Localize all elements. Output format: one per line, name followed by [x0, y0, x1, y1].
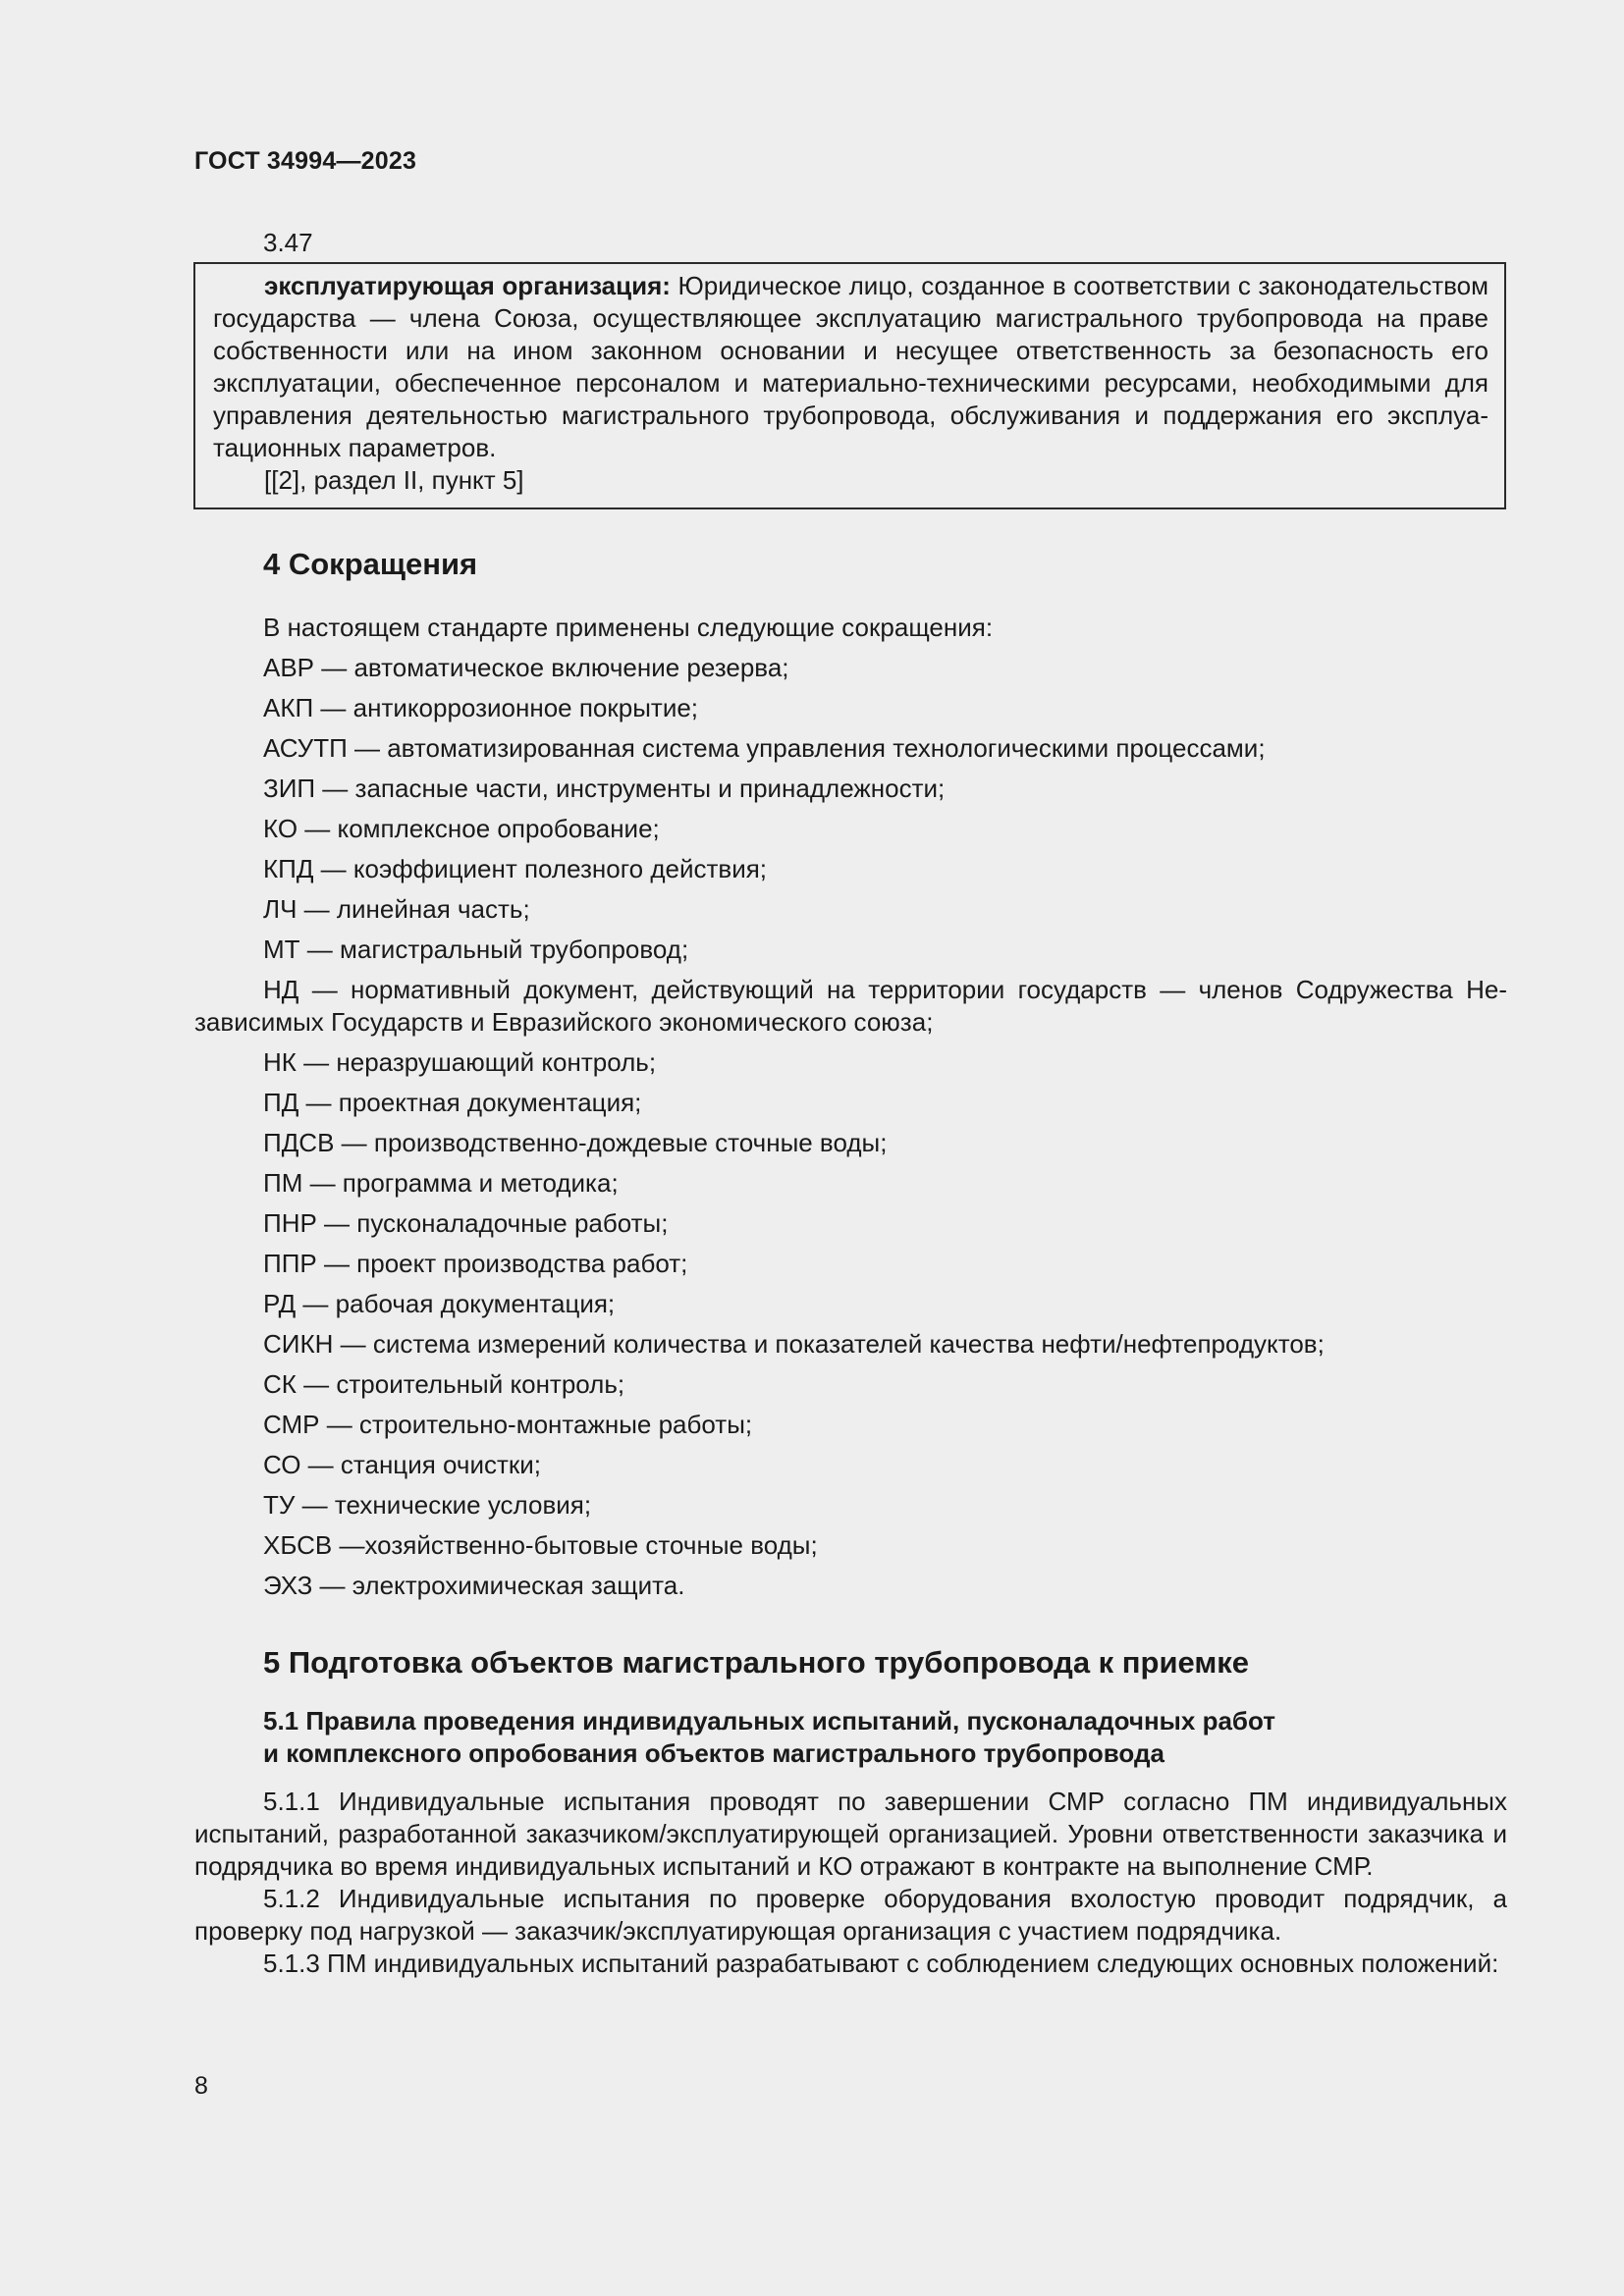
abbreviation-intro: В настоящем стандарте применены следующие сокращения:: [263, 613, 994, 642]
abbreviation-item: АКП — антикоррозионное покрытие;: [263, 693, 699, 722]
section-5-title: 5 Подготовка объектов магистрального трубопровода к приемке: [263, 1645, 1250, 1680]
abbreviation-list: [194, 608, 1507, 1606]
subsection-title-line: 5.1 Правила проведения индивидуальных испытаний, пусконаладочных работ: [263, 1706, 1275, 1735]
abbreviation-item: ЛЧ — линейная часть;: [263, 894, 530, 924]
term-definition: Юридическое лицо, созданное в соответствии с законодательством государства — члена Союза, осуществляющее эксплуатацию магистрального трубопровода на праве собственности или на ином законном основании и несущее ответственность за безопасность его эксплуатации, обеспеченное персоналом и материально-техническими ресурсами, необходимыми для управления деятельностью магистрального трубопровода, обслуживания и поддержания его эксплуатационных параметров.: [213, 271, 1489, 462]
abbreviation-item: ТУ — технические условия;: [263, 1490, 592, 1520]
abbreviation-item: АСУТП — автоматизированная система управления технологическими процессами;: [263, 733, 1266, 763]
section-4-title: 4 Сокращения: [263, 547, 478, 581]
definition-paragraph: [213, 270, 1489, 464]
abbreviation-item: РД — рабочая документация;: [263, 1289, 616, 1318]
subsection-title-line: и комплексного опробования объектов магистрального трубопровода: [263, 1738, 1164, 1768]
abbreviation-item: ПД — проектная документация;: [263, 1088, 642, 1117]
abbreviation-item: ПМ — программа и методика;: [263, 1168, 619, 1198]
abbreviation-item: ПНР — пусконаладочные работы;: [263, 1208, 669, 1238]
abbreviation-item: КПД — коэффициент полезного действия;: [263, 854, 768, 883]
abbreviation-item: АВР — автоматическое включение резерва;: [263, 653, 789, 682]
abbreviation-item: ППР — проект производства работ;: [263, 1249, 688, 1278]
document-header: ГОСТ 34994—2023: [194, 147, 417, 175]
abbreviation-item: СИКН — система измерений количества и показателей качества нефти/нефтепродуктов;: [263, 1329, 1325, 1359]
section-5-body: [194, 1786, 1507, 1980]
term-name: эксплуатирующая организация:: [264, 271, 671, 300]
abbreviation-item: СО — станция очистки;: [263, 1450, 542, 1479]
abbreviation-item: ЗИП — запасные части, инструменты и принадлежности;: [263, 774, 946, 803]
paragraph-5-1-2: 5.1.2 Индивидуальные испытания по проверке оборудования вхолостую проводит подрядчик, а проверку под нагрузкой — заказчик/эксплуатирующая организация с участием подрядчика.: [194, 1884, 1507, 1946]
abbreviation-item: ЭХЗ — электрохимическая защита.: [263, 1571, 685, 1600]
abbreviation-item: НД — нормативный документ, действующий на территории государств — членов Содружества Независимых Государств и Евразийского экономического союза;: [194, 975, 1507, 1037]
abbreviation-item: НК — неразрушающий контроль;: [263, 1047, 657, 1077]
term-number: 3.47: [263, 228, 313, 257]
abbreviation-item: СМР — строительно-монтажные работы;: [263, 1410, 753, 1439]
paragraph-5-1-3: 5.1.3 ПМ индивидуальных испытаний разрабатывают с соблюдением следующих основных положений:: [263, 1949, 1499, 1978]
abbreviation-item: ПДСВ — производственно-дождевые сточные воды;: [263, 1128, 888, 1157]
abbreviation-item: МТ — магистральный трубопровод;: [263, 934, 689, 964]
term-reference: [[2], раздел II, пункт 5]: [264, 465, 524, 495]
abbreviation-item: ХБСВ —хозяйственно-бытовые сточные воды;: [263, 1530, 818, 1560]
definition-box: [193, 262, 1506, 509]
subsection-5-1-title: [263, 1705, 1275, 1770]
abbreviation-item: СК — строительный контроль;: [263, 1369, 625, 1399]
paragraph-5-1-1: 5.1.1 Индивидуальные испытания проводят по завершении СМР согласно ПМ индивидуальных испытаний, разработанной заказчиком/эксплуатирующей организацией. Уровни ответственности заказчика и подрядчика во время индивидуальных испытаний и КО отражают в контракте на выполнение СМР.: [194, 1787, 1507, 1881]
abbreviation-item: КО — комплексное опробование;: [263, 814, 660, 843]
page-number: 8: [194, 2072, 208, 2100]
